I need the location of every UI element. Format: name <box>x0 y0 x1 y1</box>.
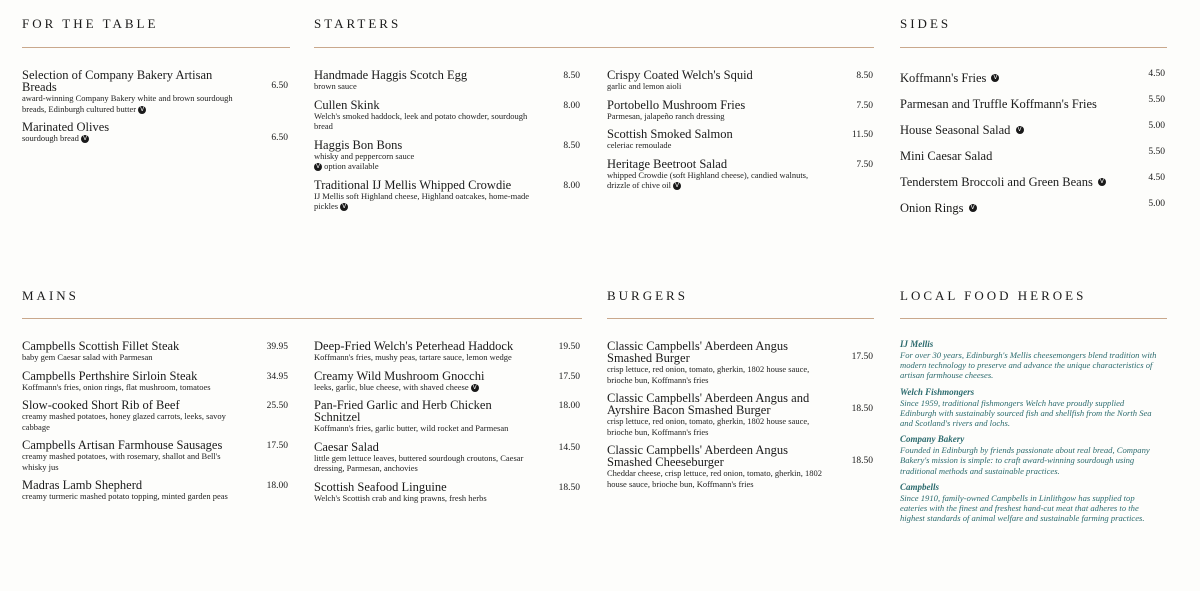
section-title: FOR THE TABLE <box>22 16 159 31</box>
divider <box>314 47 874 48</box>
hero-text: For over 30 years, Edinburgh's Mellis cheesemongers blend tradition with modern technology to preserve and advance the unique characteristics of artisan farmhouse cheeses. <box>900 350 1157 381</box>
section-for-the-table <box>22 16 290 32</box>
section-burgers <box>607 288 688 304</box>
item-name: Campbells Perthshire Sirloin Steak <box>22 368 198 383</box>
item-name: Scottish Smoked Salmon <box>607 127 733 141</box>
section-title: STARTERS <box>314 16 402 31</box>
menu-item <box>607 340 873 385</box>
item-name: Onion Rings <box>900 201 964 215</box>
item-description: crisp lettuce, red onion, tomato, gherkin, 1802 house sauce, brioche bun, Koffmann's fries <box>607 416 810 437</box>
side-item <box>900 93 1165 112</box>
divider <box>900 318 1167 319</box>
item-price: 4.50 <box>1148 173 1165 183</box>
menu-item <box>22 399 288 432</box>
item-price: 18.50 <box>851 456 873 466</box>
item-price: 14.50 <box>558 442 580 453</box>
vegan-icon: V <box>472 383 477 391</box>
vegan-icon: V <box>315 163 321 171</box>
hero-name: Campbells <box>900 481 940 492</box>
starters-list-left <box>314 69 580 219</box>
item-name: Classic Campbells' Aberdeen Angus and Ayrshire Bacon Smashed Burger <box>607 391 810 417</box>
item-name: Heritage Beetroot Salad <box>607 156 728 171</box>
item-name: Deep-Fried Welch's Peterhead Haddock <box>314 339 514 353</box>
item-name: Slow-cooked Short Rib of Beef <box>22 398 180 412</box>
item-price: 19.50 <box>558 342 580 352</box>
item-description: creamy turmeric mashed potato topping, minted garden peas <box>22 491 228 501</box>
side-item <box>900 197 1165 216</box>
item-description: baby gem Caesar salad with Parmesan <box>22 352 153 362</box>
item-name: Tenderstem Broccoli and Green Beans <box>900 175 1093 189</box>
item-description: sourdough bread V <box>22 133 88 143</box>
item-price: 6.50 <box>271 133 288 143</box>
section-title: SIDES <box>900 16 952 31</box>
vegan-icon: V <box>993 73 998 81</box>
item-description: Cheddar cheese, crisp lettuce, red onion, tomato, gherkin, 1802 house sauce, brioche bun, Koffmann's fries <box>607 468 823 489</box>
item-name: Campbells Scottish Fillet Steak <box>22 339 180 353</box>
item-price: 17.50 <box>558 371 580 382</box>
side-item <box>900 171 1165 190</box>
item-price: 17.50 <box>851 352 873 362</box>
item-price: 5.50 <box>1148 147 1165 157</box>
item-price: 18.00 <box>266 481 288 491</box>
divider <box>607 318 874 319</box>
vegan-icon: V <box>1017 125 1022 133</box>
item-name: Classic Campbells' Aberdeen Angus Smashed Cheeseburger <box>607 443 789 469</box>
item-price: 18.50 <box>558 482 580 493</box>
vegan-icon: V <box>140 105 145 113</box>
menu-item <box>607 128 873 151</box>
menu-item <box>607 392 873 437</box>
menu-item <box>314 99 580 132</box>
side-item <box>900 145 1165 164</box>
item-name: Campbells Artisan Farmhouse Sausages <box>22 438 223 452</box>
hero-entry <box>900 339 1162 381</box>
for-the-table-list <box>22 69 288 151</box>
hero-entry <box>900 482 1162 524</box>
vegan-icon: V <box>1099 177 1104 185</box>
item-price: 5.50 <box>1148 95 1165 105</box>
hero-entry <box>900 387 1162 429</box>
item-description: creamy mashed potatoes, honey glazed carrots, leeks, savoy cabbage <box>22 411 226 432</box>
menu-item <box>22 439 288 472</box>
item-name: Haggis Bon Bons <box>314 137 403 152</box>
burgers-list <box>607 340 873 496</box>
item-price: 8.50 <box>563 71 580 81</box>
menu-item <box>314 481 580 504</box>
item-description: Welch's Scottish crab and king prawns, fresh herbs <box>314 492 487 503</box>
item-name: Cullen Skink <box>314 97 380 112</box>
item-description: Koffmann's fries, mushy peas, tartare sauce, lemon wedge <box>314 352 512 362</box>
menu-item <box>314 179 580 212</box>
item-description: crisp lettuce, red onion, tomato, gherkin, 1802 house sauce, brioche bun, Koffmann's fries <box>607 364 810 385</box>
item-name: Caesar Salad <box>314 439 379 454</box>
item-name: Madras Lamb Shepherd <box>22 478 143 492</box>
item-name: Parmesan and Truffle Koffmann's Fries <box>900 97 1097 111</box>
starters-list-right <box>607 69 873 198</box>
item-name: Mini Caesar Salad <box>900 149 993 163</box>
item-price: 17.50 <box>266 441 288 451</box>
divider <box>22 318 582 319</box>
section-starters <box>314 16 401 32</box>
item-price: 8.50 <box>856 71 873 81</box>
hero-name: IJ Mellis <box>900 339 934 349</box>
section-mains <box>22 288 79 304</box>
menu-item <box>314 69 580 92</box>
section-title: BURGERS <box>607 288 688 303</box>
vegan-icon: V <box>82 135 88 143</box>
item-description: Koffmann's fries, garlic butter, wild rocket and Parmesan <box>314 423 509 433</box>
menu-item <box>607 99 873 122</box>
menu-item <box>607 158 873 191</box>
item-price: 34.95 <box>266 371 288 382</box>
item-description: Welch's smoked haddock, leek and potato chowder, sourdough bread <box>314 110 528 131</box>
item-price: 18.50 <box>851 404 873 414</box>
hero-text: Since 1959, traditional fishmongers Welch have proudly supplied Edinburgh with sustainably sourced fish and shellfish from the North Sea and Scotland's rivers and lochs. <box>900 397 1152 429</box>
item-description: whipped Crowdie (soft Highland cheese), candied walnuts, drizzle of chive oil V <box>607 169 809 190</box>
hero-name: Company Bakery <box>900 434 965 445</box>
item-name: House Seasonal Salad <box>900 123 1011 137</box>
item-price: 5.00 <box>1148 121 1165 131</box>
item-name: Pan-Fried Garlic and Herb Chicken Schnitzel <box>314 398 492 424</box>
menu-item <box>22 340 288 363</box>
item-price: 25.50 <box>266 401 288 411</box>
section-sides <box>900 16 951 32</box>
item-price: 11.50 <box>851 130 873 140</box>
side-item <box>900 119 1165 138</box>
item-description: award-winning Company Bakery white and brown sourdough breads, Edinburgh cultured butter V <box>22 93 233 114</box>
item-price: 7.50 <box>856 100 873 111</box>
item-description: whisky and peppercorn sauce <box>314 150 415 161</box>
item-price: 39.95 <box>266 342 288 352</box>
item-price: 8.50 <box>563 140 580 151</box>
hero-text: Founded in Edinburgh by friends passionate about real bread, Company Bakery's mission is simple: to craft award-winning sourdough using traditional methods and sustainable practices. <box>900 445 1150 476</box>
item-name: Classic Campbells' Aberdeen Angus Smashed Burger <box>607 339 789 365</box>
divider <box>900 47 1167 48</box>
menu-item <box>607 69 873 92</box>
item-description: garlic and lemon aioli <box>607 81 682 91</box>
item-name: Selection of Company Bakery Artisan Breads <box>22 68 213 94</box>
item-price: 4.50 <box>1148 69 1165 79</box>
mains-list-left <box>22 340 288 509</box>
item-price: 8.00 <box>563 180 580 191</box>
item-description: V option available <box>315 161 379 171</box>
item-description: leeks, garlic, blue cheese, with shaved cheese V <box>314 381 477 392</box>
mains-list-right <box>314 340 580 510</box>
item-description: celeriac remoulade <box>607 140 672 150</box>
menu-item <box>314 370 580 393</box>
sides-list <box>900 67 1165 223</box>
item-price: 18.00 <box>558 401 580 411</box>
vegan-icon: V <box>342 203 347 211</box>
section-local-food-heroes <box>900 288 1086 304</box>
item-price: 8.00 <box>563 100 580 111</box>
item-description: IJ Mellis soft Highland cheese, Highland oatcakes, home-made pickles V <box>314 190 530 211</box>
item-description: Parmesan, jalapeño ranch dressing <box>607 110 725 121</box>
divider <box>22 47 290 48</box>
menu-item <box>607 444 873 489</box>
item-price: 7.50 <box>856 159 873 170</box>
item-name: Portobello Mushroom Fries <box>607 97 746 112</box>
side-item <box>900 67 1165 86</box>
item-description: little gem lettuce leaves, buttered sourdough croutons, Caesar dressing, Parmesan, anchovies <box>314 452 524 473</box>
menu-item <box>22 479 288 502</box>
item-price: 5.00 <box>1148 199 1165 209</box>
item-name: Scottish Seafood Linguine <box>314 479 447 494</box>
item-description: creamy mashed potatoes, with rosemary, shallot and Bell's whisky jus <box>22 451 221 472</box>
item-name: Creamy Wild Mushroom Gnocchi <box>314 368 485 383</box>
menu-item <box>314 399 580 434</box>
item-name: Marinated Olives <box>22 120 110 134</box>
menu-item <box>22 121 288 144</box>
item-name: Traditional IJ Mellis Whipped Crowdie <box>314 177 512 192</box>
hero-name: Welch Fishmongers <box>900 386 975 397</box>
menu-item <box>314 441 580 474</box>
item-name: Crispy Coated Welch's Squid <box>607 68 753 82</box>
item-description: Koffmann's fries, onion rings, flat mushroom, tomatoes <box>22 381 211 392</box>
item-name: Koffmann's Fries <box>900 71 987 85</box>
item-name: Handmade Haggis Scotch Egg <box>314 68 468 82</box>
section-title: MAINS <box>22 288 79 303</box>
hero-entry <box>900 434 1162 476</box>
menu-item <box>314 139 580 172</box>
item-description: brown sauce <box>314 81 357 91</box>
hero-text: Since 1910, family-owned Campbells in Linlithgow has supplied top eateries with the finest and freshest hand-cut meat that adheres to the highest standards of animal welfare and sustainable farming practices. <box>900 492 1145 524</box>
vegan-icon: V <box>675 182 680 190</box>
menu-item <box>22 370 288 393</box>
item-price: 6.50 <box>271 81 288 91</box>
menu-item <box>22 69 288 114</box>
vegan-icon: V <box>970 203 975 211</box>
menu-item <box>314 340 580 363</box>
local-heroes-list <box>900 339 1162 529</box>
section-title: LOCAL FOOD HEROES <box>900 288 1087 303</box>
